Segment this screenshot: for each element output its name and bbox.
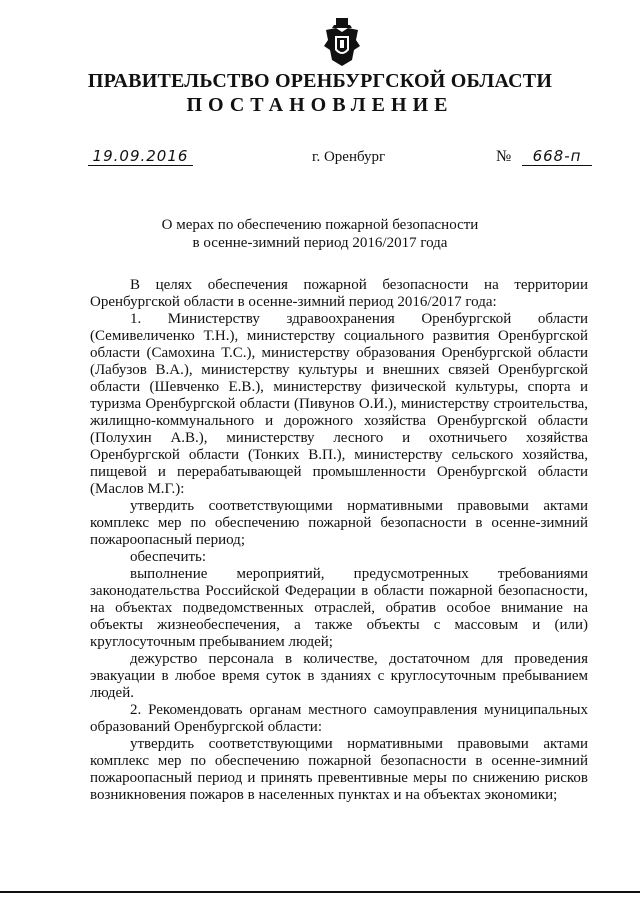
document-body [90,277,588,804]
body-paragraph: В целях обеспечения пожарной безопасности на территории Оренбургской области в осенне-зимний период 2016/2017 года: [90,277,588,310]
title-line-1: О мерах по обеспечению пожарной безопасности [161,217,479,233]
document-number: 668-п [522,147,592,166]
body-paragraph: 1. Министерству здравоохранения Оренбургской области (Семивеличенко Т.Н.), министерству социального развития Оренбургской области (Самохина Т.С.), министерству образования Оренбургской области (Лабузов В.А.), министерству культуры и внешних связей Оренбургской области (Шевченко Е.В.), министерству физической культуры, спорта и туризма Оренбургской области (Пивунов О.И.), министерству строительства, жилищно-коммунального и дорожного хозяйства Оренбургской области (Полухин А.В.), министерству лесного и охотничьего хозяйства Оренбургской области (Тонких В.П.), министерству сельского хозяйства, пищевой и перерабатывающей промышленности Оренбургской области (Маслов М.Г.): [90,311,588,497]
document-type: ПОСТАНОВЛЕНИЕ [186,94,454,116]
document-date: 19.09.2016 [88,147,193,166]
document-number-label: № [496,148,512,165]
page-bottom-rule [0,891,640,893]
body-paragraph: утвердить соответствующими нормативными правовыми актами комплекс мер по обеспечению пожарной безопасности в осенне-зимний пожароопасный период и принять превентивные меры по снижению рисков возникновения пожаров в населенных пунктах и на объектах экономики; [90,736,588,803]
body-paragraph: 2. Рекомендовать органам местного самоуправления муниципальных образований Оренбургской области: [90,702,588,735]
document-title [0,216,640,252]
body-paragraph: обеспечить: [130,549,207,565]
title-line-2: в осенне-зимний период 2016/2017 года [192,235,448,251]
body-paragraph: утвердить соответствующими нормативными правовыми актами комплекс мер по обеспечению пожарной безопасности в осенне-зимний пожароопасный период; [90,498,588,548]
document-meta [0,147,640,173]
organization-name: ПРАВИТЕЛЬСТВО ОРЕНБУРГСКОЙ ОБЛАСТИ [87,70,553,92]
document-city: г. Оренбург [312,149,386,165]
body-paragraph: дежурство персонала в количестве, достаточном для проведения эвакуации в любое время суток в зданиях с круглосуточным пребыванием людей. [90,651,588,701]
coat-of-arms-icon [322,16,362,68]
body-paragraph: выполнение мероприятий, предусмотренных требованиями законодательства Российской Федерации в области пожарной безопасности, на объектах подведомственных отраслей, обратив особое внимание на объекты жизнеобеспечения, а также объекты с массовым и (или) круглосуточным пребыванием людей; [90,566,588,650]
